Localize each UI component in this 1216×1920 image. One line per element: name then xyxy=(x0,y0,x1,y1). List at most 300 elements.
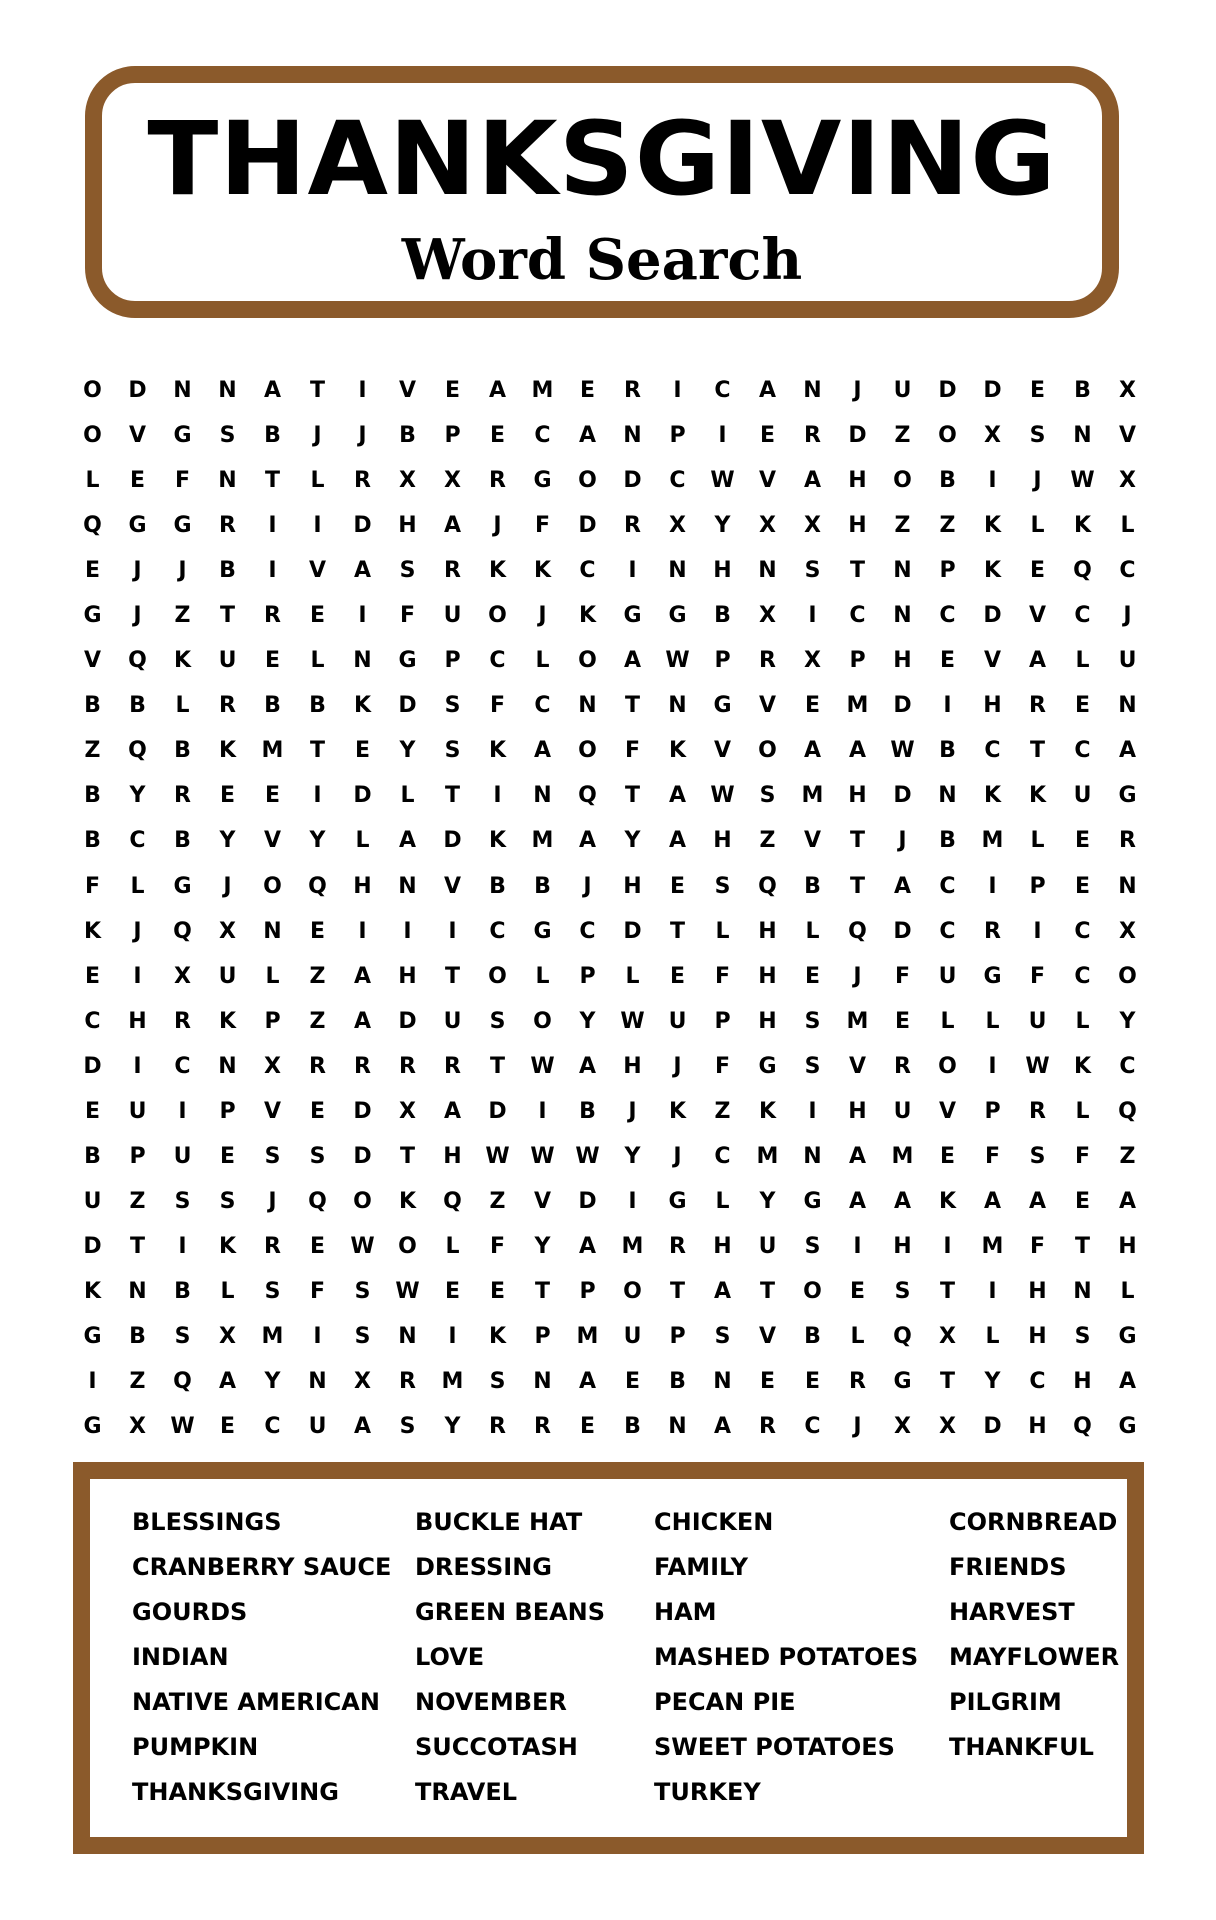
grid-letter[interactable]: G xyxy=(713,693,732,719)
grid-letter[interactable]: R xyxy=(759,1414,776,1440)
grid-letter[interactable]: M xyxy=(801,783,824,809)
grid-letter[interactable]: H xyxy=(353,873,372,899)
grid-letter[interactable]: E xyxy=(939,648,956,674)
grid-letter[interactable]: H xyxy=(758,918,777,944)
grid-letter[interactable]: R xyxy=(1029,693,1046,719)
grid-letter[interactable]: B xyxy=(579,1098,596,1124)
grid-letter[interactable]: M xyxy=(981,828,1004,854)
grid-letter[interactable]: N xyxy=(713,1369,732,1395)
grid-letter[interactable]: C xyxy=(489,648,506,674)
grid-letter[interactable]: N xyxy=(1118,693,1137,719)
grid-letter[interactable]: T xyxy=(849,558,865,584)
grid-letter[interactable]: C xyxy=(534,693,551,719)
grid-letter[interactable]: E xyxy=(444,378,461,404)
grid-letter[interactable]: I xyxy=(808,603,817,629)
grid-letter[interactable]: A xyxy=(533,738,552,764)
grid-letter[interactable]: Q xyxy=(893,1324,912,1349)
grid-letter[interactable]: U xyxy=(218,963,237,989)
grid-letter[interactable]: L xyxy=(355,828,370,854)
grid-letter[interactable]: W xyxy=(710,468,735,494)
grid-letter[interactable]: S xyxy=(444,738,461,764)
grid-letter[interactable]: L xyxy=(310,648,325,674)
grid-letter[interactable]: O xyxy=(578,468,597,494)
grid-letter[interactable]: S xyxy=(1074,1324,1091,1349)
grid-letter[interactable]: E xyxy=(309,1233,326,1259)
grid-letter[interactable]: Y xyxy=(129,783,146,809)
grid-letter[interactable]: V xyxy=(803,828,822,854)
grid-letter[interactable]: P xyxy=(939,558,956,584)
grid-letter[interactable]: X xyxy=(354,1369,371,1395)
grid-letter[interactable]: V xyxy=(128,423,147,449)
grid-letter[interactable]: J xyxy=(133,603,142,629)
grid-letter[interactable]: P xyxy=(984,1098,1001,1124)
grid-letter[interactable]: J xyxy=(178,558,187,584)
grid-letter[interactable]: L xyxy=(985,1008,1000,1034)
grid-letter[interactable]: X xyxy=(174,963,191,989)
grid-letter[interactable]: P xyxy=(444,423,461,449)
grid-letter[interactable]: E xyxy=(264,783,281,809)
grid-letter[interactable]: I xyxy=(808,1098,817,1124)
grid-letter[interactable]: G xyxy=(803,1188,822,1214)
grid-letter[interactable]: E xyxy=(849,1278,866,1304)
grid-letter[interactable]: G xyxy=(668,1188,687,1214)
grid-letter[interactable]: V xyxy=(533,1188,552,1214)
grid-letter[interactable]: C xyxy=(714,1143,731,1169)
grid-letter[interactable]: S xyxy=(759,783,776,809)
grid-letter[interactable]: T xyxy=(399,1143,415,1169)
grid-letter[interactable]: C xyxy=(1074,918,1091,944)
grid-letter[interactable]: W xyxy=(485,1143,510,1169)
grid-letter[interactable]: H xyxy=(398,963,417,989)
grid-letter[interactable]: S xyxy=(489,1369,506,1395)
grid-letter[interactable]: A xyxy=(488,378,507,404)
grid-letter[interactable]: C xyxy=(84,1008,101,1034)
grid-letter[interactable]: T xyxy=(534,1278,550,1304)
grid-letter[interactable]: Z xyxy=(759,828,776,854)
grid-letter[interactable]: J xyxy=(538,603,547,629)
grid-letter[interactable]: X xyxy=(939,1414,956,1440)
grid-letter[interactable]: R xyxy=(399,1053,416,1079)
grid-letter[interactable]: C xyxy=(804,1414,821,1440)
grid-letter[interactable]: A xyxy=(443,1098,462,1124)
grid-letter[interactable]: A xyxy=(218,1369,237,1395)
grid-letter[interactable]: O xyxy=(353,1188,372,1214)
grid-letter[interactable]: H xyxy=(398,513,417,539)
grid-letter[interactable]: B xyxy=(264,423,281,449)
grid-letter[interactable]: E xyxy=(1074,693,1091,719)
grid-letter[interactable]: M xyxy=(891,1143,914,1169)
grid-letter[interactable]: T xyxy=(669,918,685,944)
grid-letter[interactable]: B xyxy=(939,828,956,854)
grid-letter[interactable]: E xyxy=(1074,828,1091,854)
grid-letter[interactable]: C xyxy=(939,918,956,944)
grid-letter[interactable]: K xyxy=(578,603,597,629)
grid-letter[interactable]: I xyxy=(988,1278,997,1304)
grid-letter[interactable]: M xyxy=(441,1369,464,1395)
grid-letter[interactable]: B xyxy=(174,1278,191,1304)
grid-letter[interactable]: X xyxy=(219,1324,236,1349)
grid-letter[interactable]: L xyxy=(1075,1008,1090,1034)
grid-letter[interactable]: T xyxy=(669,1278,685,1304)
grid-letter[interactable]: T xyxy=(264,468,280,494)
grid-letter[interactable]: C xyxy=(579,558,596,584)
grid-letter[interactable]: D xyxy=(983,378,1002,404)
grid-letter[interactable]: D xyxy=(443,828,462,854)
grid-letter[interactable]: S xyxy=(264,1278,281,1304)
grid-letter[interactable]: H xyxy=(848,1098,867,1124)
grid-letter[interactable]: R xyxy=(219,693,236,719)
grid-letter[interactable]: G xyxy=(1118,1414,1137,1440)
grid-letter[interactable]: R xyxy=(894,1053,911,1079)
grid-letter[interactable]: N xyxy=(893,558,912,584)
grid-letter[interactable]: P xyxy=(264,1008,281,1034)
grid-letter[interactable]: S xyxy=(399,1414,416,1440)
grid-letter[interactable]: M xyxy=(261,738,284,764)
grid-letter[interactable]: S xyxy=(1029,1143,1046,1169)
grid-letter[interactable]: D xyxy=(983,603,1002,629)
grid-letter[interactable]: J xyxy=(853,378,862,404)
grid-letter[interactable]: F xyxy=(534,513,551,539)
grid-letter[interactable]: S xyxy=(399,558,416,584)
grid-letter[interactable]: D xyxy=(848,423,867,449)
grid-letter[interactable]: R xyxy=(759,648,776,674)
grid-letter[interactable]: A xyxy=(263,378,282,404)
grid-letter[interactable]: I xyxy=(178,1098,187,1124)
grid-letter[interactable]: L xyxy=(400,783,415,809)
grid-letter[interactable]: O xyxy=(488,603,507,629)
grid-letter[interactable]: B xyxy=(84,783,101,809)
grid-letter[interactable]: Q xyxy=(308,1188,327,1214)
grid-letter[interactable]: A xyxy=(1118,1369,1137,1395)
grid-letter[interactable]: B xyxy=(129,1324,146,1349)
grid-letter[interactable]: X xyxy=(984,423,1001,449)
grid-letter[interactable]: S xyxy=(804,558,821,584)
grid-letter[interactable]: P xyxy=(714,648,731,674)
grid-letter[interactable]: J xyxy=(628,1098,637,1124)
grid-letter[interactable]: C xyxy=(1074,963,1091,989)
grid-letter[interactable]: S xyxy=(804,1008,821,1034)
grid-letter[interactable]: C xyxy=(534,423,551,449)
grid-letter[interactable]: K xyxy=(218,1233,237,1259)
grid-letter[interactable]: G xyxy=(83,603,102,629)
grid-letter[interactable]: E xyxy=(219,783,236,809)
grid-letter[interactable]: L xyxy=(85,468,100,494)
grid-letter[interactable]: L xyxy=(1120,1278,1135,1304)
grid-letter[interactable]: K xyxy=(1073,1053,1092,1079)
grid-letter[interactable]: C xyxy=(1074,603,1091,629)
grid-letter[interactable]: W xyxy=(350,1233,375,1259)
grid-letter[interactable]: E xyxy=(219,1143,236,1169)
grid-letter[interactable]: E xyxy=(804,693,821,719)
grid-letter[interactable]: E xyxy=(804,963,821,989)
grid-letter[interactable]: Y xyxy=(534,1233,551,1259)
grid-letter[interactable]: R xyxy=(849,1369,866,1395)
grid-letter[interactable]: N xyxy=(533,1369,552,1395)
grid-letter[interactable]: N xyxy=(398,873,417,899)
grid-letter[interactable]: O xyxy=(578,738,597,764)
grid-letter[interactable]: U xyxy=(893,378,912,404)
grid-letter[interactable]: F xyxy=(624,738,641,764)
grid-letter[interactable]: W xyxy=(575,1143,600,1169)
grid-letter[interactable]: S xyxy=(489,1008,506,1034)
grid-letter[interactable]: L xyxy=(265,963,280,989)
grid-letter[interactable]: E xyxy=(309,1098,326,1124)
grid-letter[interactable]: H xyxy=(1028,1278,1047,1304)
grid-letter[interactable]: I xyxy=(988,1053,997,1079)
grid-letter[interactable]: U xyxy=(1118,648,1137,674)
grid-letter[interactable]: M xyxy=(846,1008,869,1034)
grid-letter[interactable]: K xyxy=(398,1188,417,1214)
grid-letter[interactable]: N xyxy=(623,423,642,449)
grid-letter[interactable]: E xyxy=(489,423,506,449)
grid-letter[interactable]: Y xyxy=(399,738,416,764)
grid-letter[interactable]: Y xyxy=(264,1369,281,1395)
grid-letter[interactable]: B xyxy=(489,873,506,899)
grid-letter[interactable]: I xyxy=(538,1098,547,1124)
grid-letter[interactable]: X xyxy=(1119,468,1136,494)
grid-letter[interactable]: J xyxy=(223,873,232,899)
grid-letter[interactable]: K xyxy=(83,918,102,944)
grid-letter[interactable]: N xyxy=(893,603,912,629)
grid-letter[interactable]: H xyxy=(623,1053,642,1079)
grid-letter[interactable]: E xyxy=(624,1369,641,1395)
grid-letter[interactable]: N xyxy=(218,468,237,494)
grid-letter[interactable]: L xyxy=(310,468,325,494)
grid-letter[interactable]: B xyxy=(84,693,101,719)
grid-letter[interactable]: K xyxy=(1028,783,1047,809)
grid-letter[interactable]: O xyxy=(533,1008,552,1034)
grid-letter[interactable]: E xyxy=(129,468,146,494)
grid-letter[interactable]: N xyxy=(938,783,957,809)
grid-letter[interactable]: R xyxy=(399,1369,416,1395)
grid-letter[interactable]: K xyxy=(983,558,1002,584)
grid-letter[interactable]: X xyxy=(444,468,461,494)
grid-letter[interactable]: A xyxy=(443,513,462,539)
grid-letter[interactable]: X xyxy=(1119,378,1136,404)
grid-letter[interactable]: Z xyxy=(894,513,911,539)
grid-letter[interactable]: L xyxy=(805,918,820,944)
grid-letter[interactable]: D xyxy=(623,918,642,944)
grid-letter[interactable]: Z xyxy=(309,1008,326,1034)
grid-letter[interactable]: L xyxy=(940,1008,955,1034)
grid-letter[interactable]: F xyxy=(399,603,416,629)
grid-letter[interactable]: T xyxy=(939,1369,955,1395)
grid-letter[interactable]: X xyxy=(129,1414,146,1440)
grid-letter[interactable]: D xyxy=(83,1233,102,1259)
grid-letter[interactable]: B xyxy=(534,873,551,899)
grid-letter[interactable]: R xyxy=(264,603,281,629)
grid-letter[interactable]: O xyxy=(398,1233,417,1259)
grid-letter[interactable]: D xyxy=(488,1098,507,1124)
grid-letter[interactable]: U xyxy=(938,963,957,989)
grid-letter[interactable]: O xyxy=(488,963,507,989)
grid-letter[interactable]: E xyxy=(264,648,281,674)
grid-letter[interactable]: J xyxy=(898,828,907,854)
grid-letter[interactable]: C xyxy=(1029,1369,1046,1395)
grid-letter[interactable]: W xyxy=(1070,468,1095,494)
grid-letter[interactable]: C xyxy=(984,738,1001,764)
grid-letter[interactable]: R xyxy=(534,1414,551,1440)
grid-letter[interactable]: B xyxy=(804,873,821,899)
grid-letter[interactable]: R xyxy=(624,513,641,539)
grid-letter[interactable]: C xyxy=(939,873,956,899)
grid-letter[interactable]: D xyxy=(893,693,912,719)
grid-letter[interactable]: T xyxy=(849,828,865,854)
grid-letter[interactable]: T xyxy=(309,738,325,764)
grid-letter[interactable]: P xyxy=(1029,873,1046,899)
grid-letter[interactable]: J xyxy=(313,423,322,449)
grid-letter[interactable]: K xyxy=(1073,513,1092,539)
grid-letter[interactable]: A xyxy=(713,1278,732,1304)
grid-letter[interactable]: A xyxy=(803,738,822,764)
grid-letter[interactable]: B xyxy=(399,423,416,449)
grid-letter[interactable]: R xyxy=(1029,1098,1046,1124)
grid-letter[interactable]: U xyxy=(1028,1008,1047,1034)
grid-letter[interactable]: N xyxy=(1073,423,1092,449)
grid-letter[interactable]: V xyxy=(758,1324,777,1349)
grid-letter[interactable]: H xyxy=(893,1233,912,1259)
grid-letter[interactable]: S xyxy=(174,1324,191,1349)
grid-letter[interactable]: K xyxy=(758,1098,777,1124)
grid-letter[interactable]: A xyxy=(623,648,642,674)
grid-letter[interactable]: L xyxy=(1075,1098,1090,1124)
grid-letter[interactable]: I xyxy=(133,963,142,989)
grid-letter[interactable]: T xyxy=(759,1278,775,1304)
grid-letter[interactable]: F xyxy=(174,468,191,494)
grid-letter[interactable]: A xyxy=(578,1233,597,1259)
grid-letter[interactable]: Y xyxy=(759,1188,776,1214)
grid-letter[interactable]: H xyxy=(1118,1233,1137,1259)
grid-letter[interactable]: L xyxy=(1120,513,1135,539)
grid-letter[interactable]: A xyxy=(353,1414,372,1440)
grid-letter[interactable]: M xyxy=(576,1324,599,1349)
grid-letter[interactable]: L xyxy=(985,1324,1000,1349)
grid-letter[interactable]: S xyxy=(219,1188,236,1214)
grid-letter[interactable]: P xyxy=(579,963,596,989)
grid-letter[interactable]: G xyxy=(1118,1324,1137,1349)
grid-letter[interactable]: F xyxy=(1029,1233,1046,1259)
grid-letter[interactable]: Y xyxy=(984,1369,1001,1395)
grid-letter[interactable]: E xyxy=(1074,873,1091,899)
grid-letter[interactable]: N xyxy=(263,918,282,944)
grid-letter[interactable]: Y xyxy=(579,1008,596,1034)
grid-letter[interactable]: J xyxy=(673,1053,682,1079)
grid-letter[interactable]: T xyxy=(849,873,865,899)
grid-letter[interactable]: X xyxy=(759,603,776,629)
grid-letter[interactable]: G xyxy=(533,468,552,494)
grid-letter[interactable]: B xyxy=(84,1143,101,1169)
grid-letter[interactable]: E xyxy=(489,1278,506,1304)
grid-letter[interactable]: A xyxy=(353,963,372,989)
grid-letter[interactable]: U xyxy=(623,1324,642,1349)
grid-letter[interactable]: P xyxy=(444,648,461,674)
grid-letter[interactable]: I xyxy=(943,1233,952,1259)
grid-letter[interactable]: G xyxy=(893,1369,912,1395)
grid-letter[interactable]: A xyxy=(848,1188,867,1214)
grid-letter[interactable]: N xyxy=(668,1414,687,1440)
grid-letter[interactable]: T xyxy=(444,783,460,809)
grid-letter[interactable]: A xyxy=(1028,1188,1047,1214)
grid-letter[interactable]: A xyxy=(1118,1188,1137,1214)
grid-letter[interactable]: R xyxy=(489,1414,506,1440)
grid-letter[interactable]: R xyxy=(804,423,821,449)
grid-letter[interactable]: Q xyxy=(128,738,147,764)
grid-letter[interactable]: I xyxy=(1033,918,1042,944)
grid-letter[interactable]: V xyxy=(443,873,462,899)
grid-letter[interactable]: C xyxy=(264,1414,281,1440)
grid-letter[interactable]: P xyxy=(534,1324,551,1349)
grid-letter[interactable]: I xyxy=(313,1324,322,1349)
grid-letter[interactable]: K xyxy=(353,693,372,719)
grid-letter[interactable]: A xyxy=(578,1369,597,1395)
grid-letter[interactable]: H xyxy=(1073,1369,1092,1395)
grid-letter[interactable]: Q xyxy=(173,1369,192,1395)
grid-letter[interactable]: N xyxy=(803,378,822,404)
grid-letter[interactable]: F xyxy=(714,1053,731,1079)
grid-letter[interactable]: P xyxy=(714,1008,731,1034)
grid-letter[interactable]: F xyxy=(1029,963,1046,989)
grid-letter[interactable]: F xyxy=(309,1278,326,1304)
grid-letter[interactable]: R xyxy=(354,1053,371,1079)
grid-letter[interactable]: I xyxy=(133,1053,142,1079)
grid-letter[interactable]: T xyxy=(219,603,235,629)
grid-letter[interactable]: W xyxy=(530,1143,555,1169)
grid-letter[interactable]: P xyxy=(579,1278,596,1304)
grid-letter[interactable]: F xyxy=(489,693,506,719)
grid-letter[interactable]: O xyxy=(803,1278,822,1304)
grid-letter[interactable]: E xyxy=(309,918,326,944)
grid-letter[interactable]: L xyxy=(535,648,550,674)
grid-letter[interactable]: A xyxy=(353,558,372,584)
grid-letter[interactable]: W xyxy=(1025,1053,1050,1079)
grid-letter[interactable]: U xyxy=(668,1008,687,1034)
grid-letter[interactable]: D xyxy=(578,1188,597,1214)
grid-letter[interactable]: G xyxy=(668,603,687,629)
grid-letter[interactable]: L xyxy=(715,1188,730,1214)
grid-letter[interactable]: U xyxy=(758,1233,777,1259)
grid-letter[interactable]: Q xyxy=(1118,1098,1137,1124)
grid-letter[interactable]: E xyxy=(84,558,101,584)
grid-letter[interactable]: C xyxy=(939,603,956,629)
grid-letter[interactable]: S xyxy=(1029,423,1046,449)
grid-letter[interactable]: X xyxy=(1119,918,1136,944)
grid-letter[interactable]: V xyxy=(1118,423,1137,449)
grid-letter[interactable]: C xyxy=(1074,738,1091,764)
grid-letter[interactable]: Y xyxy=(309,828,326,854)
grid-letter[interactable]: A xyxy=(848,1143,867,1169)
grid-letter[interactable]: D xyxy=(938,378,957,404)
grid-letter[interactable]: R xyxy=(174,1008,191,1034)
grid-letter[interactable]: E xyxy=(1074,1188,1091,1214)
grid-letter[interactable]: Y xyxy=(219,828,236,854)
grid-letter[interactable]: O xyxy=(938,423,957,449)
grid-letter[interactable]: H xyxy=(1028,1324,1047,1349)
grid-letter[interactable]: E xyxy=(84,1098,101,1124)
grid-letter[interactable]: N xyxy=(128,1278,147,1304)
grid-letter[interactable]: S xyxy=(219,423,236,449)
grid-letter[interactable]: A xyxy=(848,738,867,764)
grid-letter[interactable]: X xyxy=(264,1053,281,1079)
grid-letter[interactable]: N xyxy=(578,693,597,719)
grid-letter[interactable]: D xyxy=(353,1098,372,1124)
grid-letter[interactable]: S xyxy=(714,873,731,899)
grid-letter[interactable]: E xyxy=(309,603,326,629)
grid-letter[interactable]: O xyxy=(893,468,912,494)
grid-letter[interactable]: N xyxy=(308,1369,327,1395)
grid-letter[interactable]: E xyxy=(579,378,596,404)
grid-letter[interactable]: G xyxy=(173,873,192,899)
grid-letter[interactable]: I xyxy=(448,918,457,944)
